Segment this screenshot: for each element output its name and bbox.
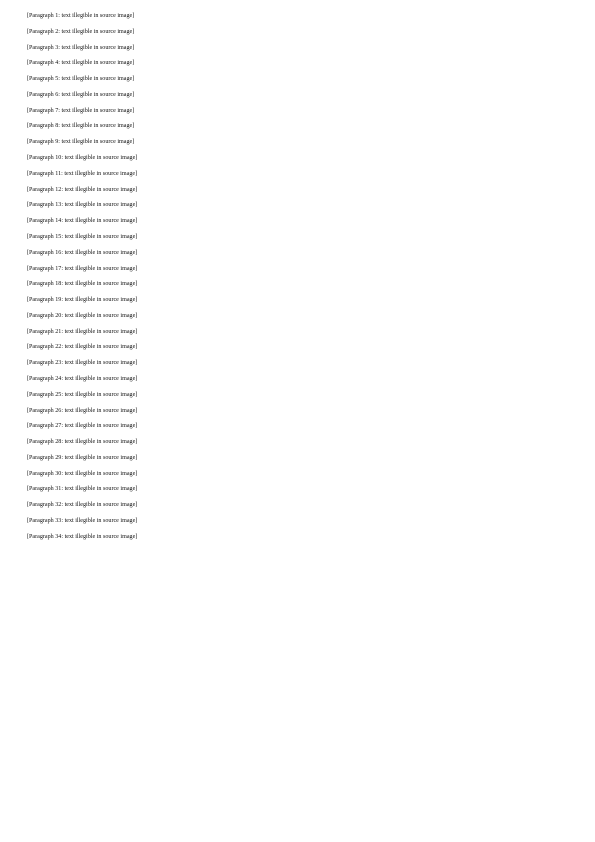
paragraph-32: [Paragraph 32: text illegible in source image] [27, 502, 138, 509]
paragraph-26: [Paragraph 26: text illegible in source image] [27, 407, 138, 414]
paragraph-1: [Paragraph 1: text illegible in source image] [27, 13, 135, 19]
paragraph-20: [Paragraph 20: text illegible in source image] [27, 312, 138, 319]
paragraph-22: [Paragraph 22: text illegible in source image] [27, 344, 138, 351]
paragraph-25: [Paragraph 25: text illegible in source image] [27, 391, 138, 398]
paragraph-6: [Paragraph 6: text illegible in source image] [27, 91, 135, 98]
paragraph-9: [Paragraph 9: text illegible in source image] [27, 139, 135, 146]
paragraph-3: [Paragraph 3: text illegible in source image] [27, 44, 135, 51]
paragraph-15: [Paragraph 15: text illegible in source image] [27, 233, 138, 240]
paragraph-5: [Paragraph 5: text illegible in source image] [27, 76, 135, 83]
paragraph-27: [Paragraph 27: text illegible in source image] [27, 423, 138, 430]
paragraph-2: [Paragraph 2: text illegible in source image] [27, 28, 135, 35]
paragraph-7: [Paragraph 7: text illegible in source image] [27, 107, 135, 114]
paragraph-18: [Paragraph 18: text illegible in source image] [27, 281, 138, 288]
paragraph-21: [Paragraph 21: text illegible in source image] [27, 328, 138, 335]
paragraph-13: [Paragraph 13: text illegible in source image] [27, 202, 138, 209]
paragraph-8: [Paragraph 8: text illegible in source image] [27, 123, 135, 130]
paragraph-12: [Paragraph 12: text illegible in source image] [27, 186, 138, 193]
paragraph-31: [Paragraph 31: text illegible in source image] [27, 486, 138, 493]
paragraph-4: [Paragraph 4: text illegible in source image] [27, 60, 135, 67]
paragraph-28: [Paragraph 28: text illegible in source image] [27, 439, 138, 446]
paragraph-33: [Paragraph 33: text illegible in source image] [27, 518, 138, 524]
paragraph-11: [Paragraph 11: text illegible in source image] [27, 170, 138, 177]
paragraph-19: [Paragraph 19: text illegible in source image] [27, 297, 138, 304]
paragraph-29: [Paragraph 29: text illegible in source image] [27, 454, 138, 461]
paragraph-24: [Paragraph 24: text illegible in source image] [27, 375, 138, 382]
paragraph-10: [Paragraph 10: text illegible in source image] [27, 155, 138, 162]
paragraph-14: [Paragraph 14: text illegible in source image] [27, 218, 138, 225]
paragraph-30: [Paragraph 30: text illegible in source image] [27, 470, 138, 477]
paragraph-17: [Paragraph 17: text illegible in source image] [27, 265, 138, 272]
paragraph-34: [Paragraph 34: text illegible in source image] [27, 533, 138, 540]
document-page [27, 12, 567, 549]
paragraph-16: [Paragraph 16: text illegible in source image] [27, 249, 138, 256]
paragraph-23: [Paragraph 23: text illegible in source image] [27, 360, 138, 367]
